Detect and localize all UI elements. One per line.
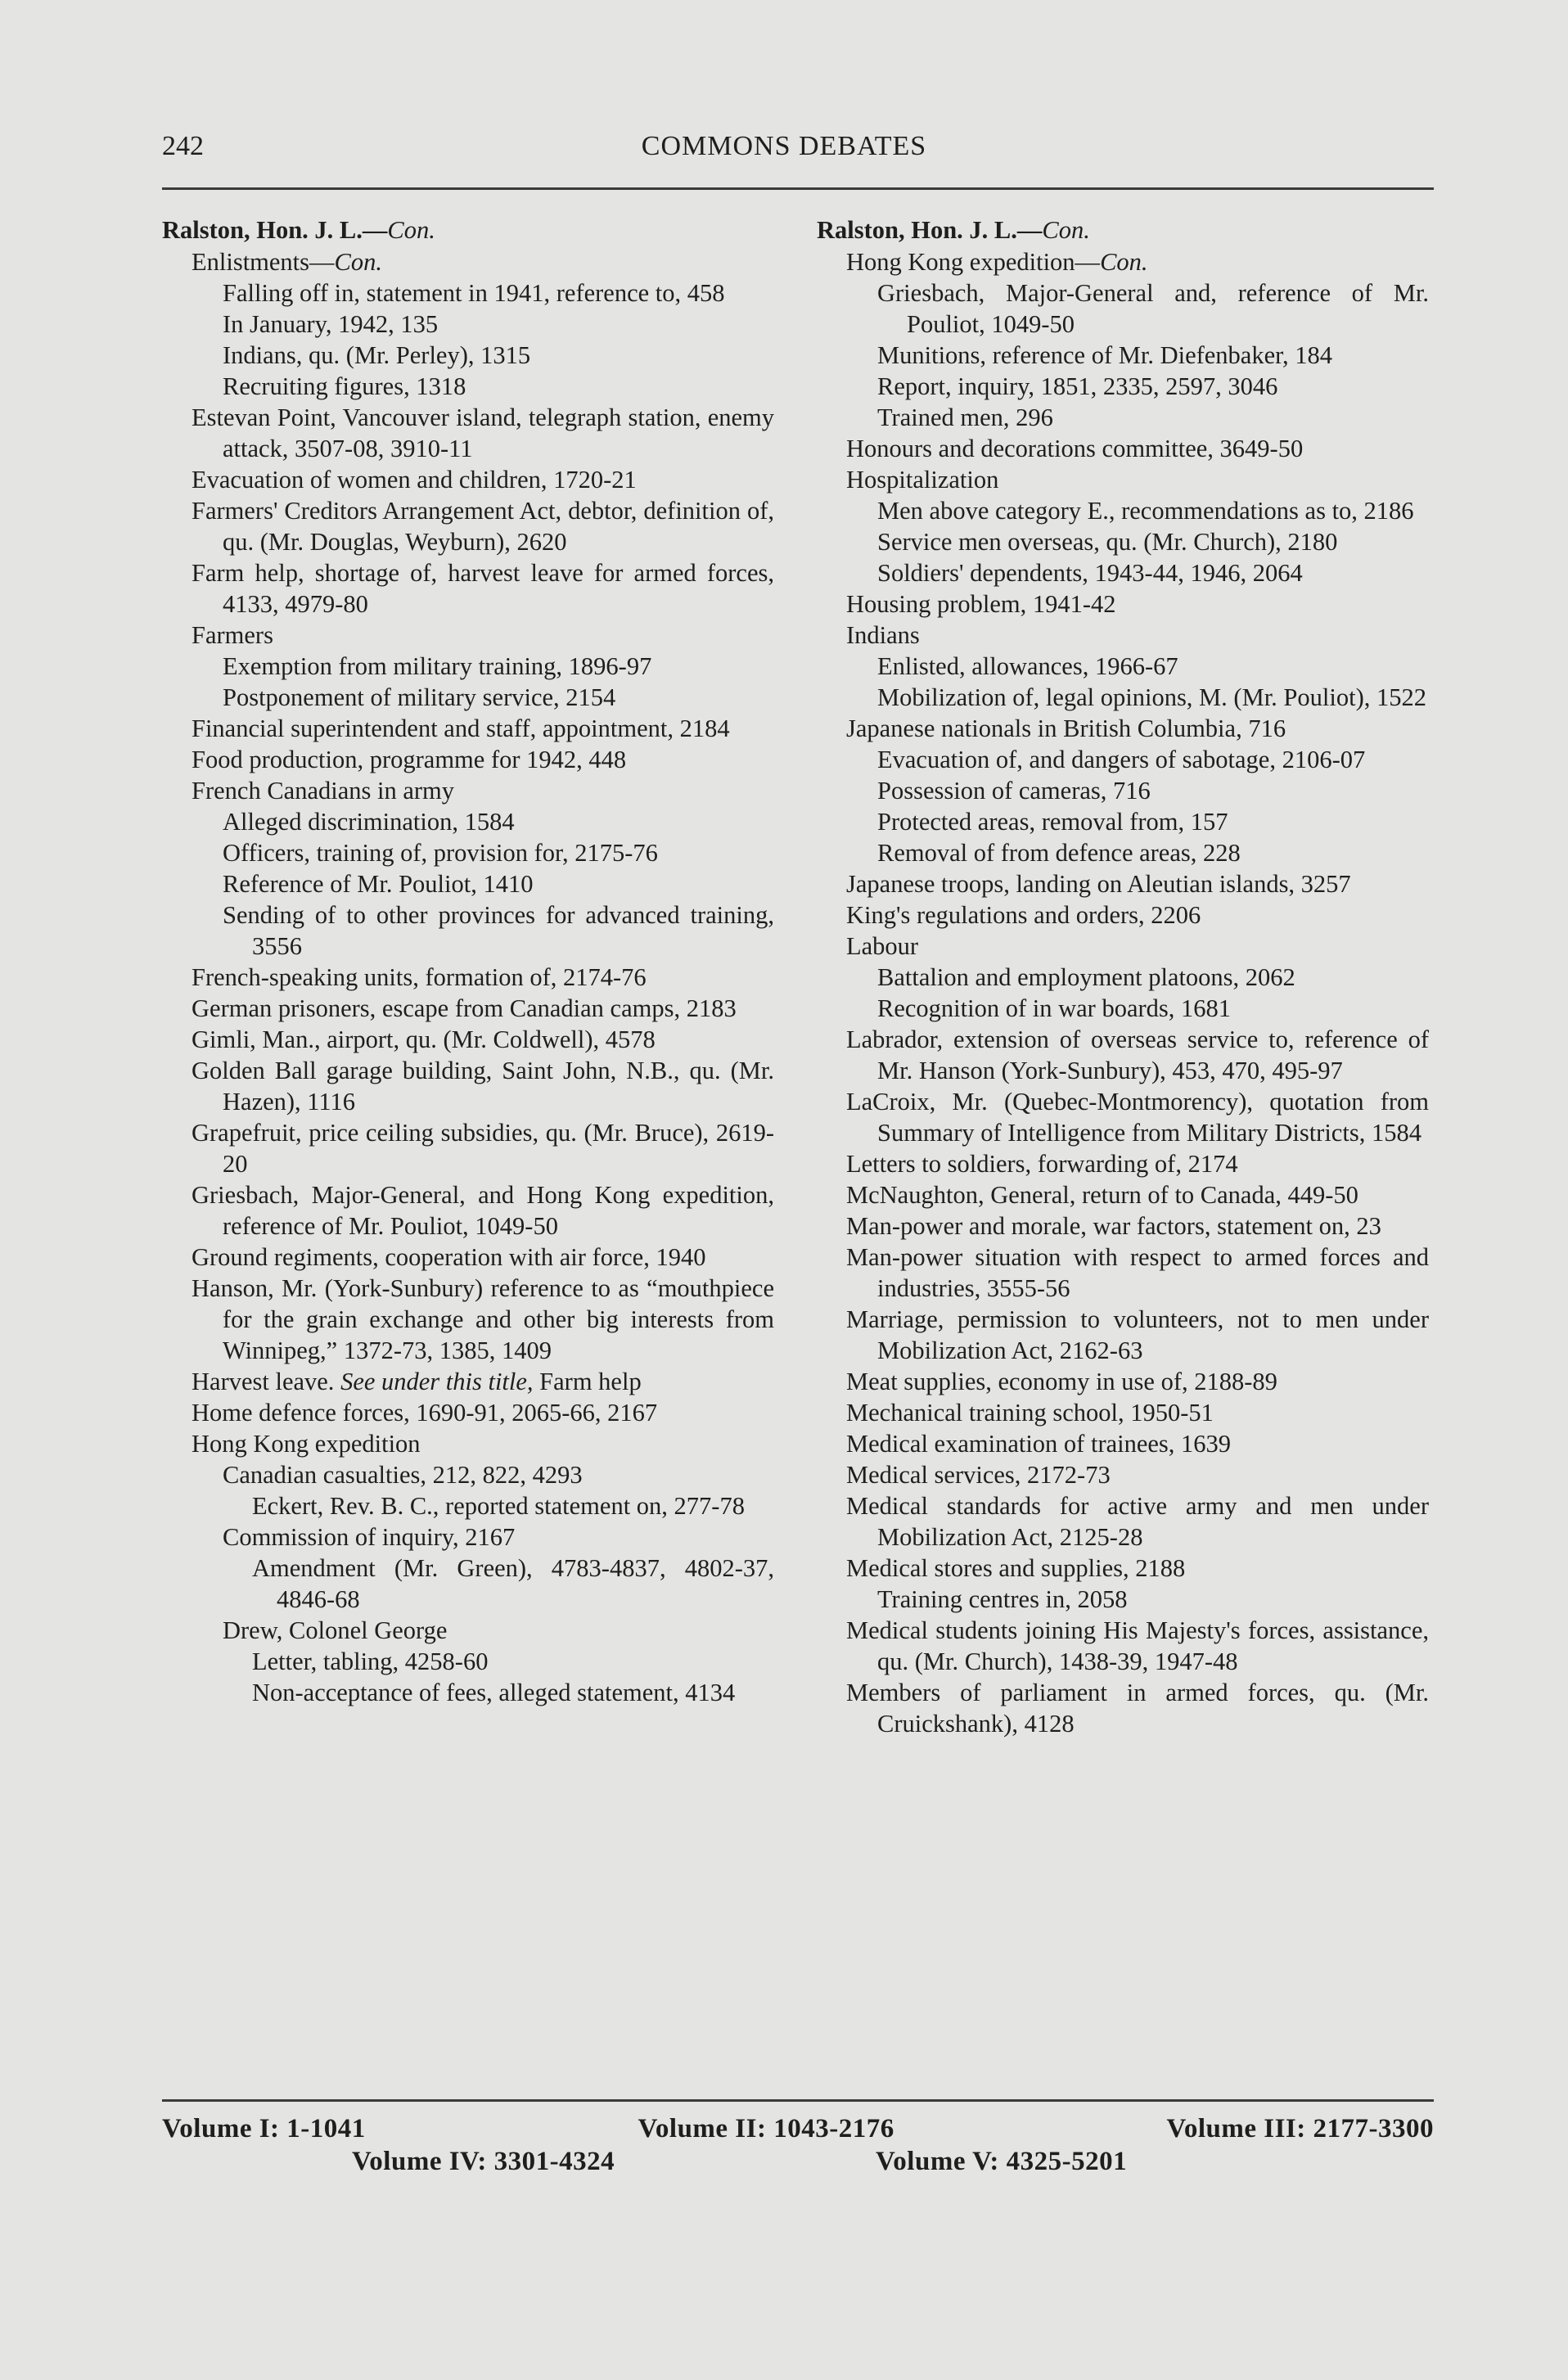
index-entry: Ground regiments, cooperation with air force, 1940 <box>191 1243 706 1271</box>
index-entry: In January, 1942, 135 <box>223 310 439 338</box>
index-entry: Evacuation of, and dangers of sabotage, 2106-07 <box>877 746 1366 773</box>
index-entry: Hospitalization <box>846 466 999 494</box>
index-entry: Enlisted, allowances, 1966-67 <box>877 652 1178 680</box>
index-entry: Meat supplies, economy in use of, 2188-89 <box>846 1368 1277 1395</box>
index-entry: Falling off in, statement in 1941, reference to, 458 <box>223 279 725 307</box>
entries-list <box>162 246 774 1708</box>
index-entry: Eckert, Rev. B. C., reported statement on, 277-78 <box>252 1492 745 1520</box>
index-entry: Farmers <box>191 621 273 649</box>
index-entry: Removal of from defence areas, 228 <box>877 839 1241 867</box>
index-entry: LaCroix, Mr. (Quebec-Montmorency), quotation from Summary of Intelligence from Military Districts, 1584 <box>846 1088 1429 1147</box>
index-entry: Soldiers' dependents, 1943-44, 1946, 2064 <box>877 559 1303 587</box>
index-entry: Possession of cameras, 716 <box>877 777 1151 805</box>
volume-1: Volume I: 1-1041 <box>162 2114 366 2143</box>
index-entry: Labrador, extension of overseas service to, reference of Mr. Hanson (York-Sunbury), 453, 470, 495-97 <box>846 1025 1429 1084</box>
index-entry: Gimli, Man., airport, qu. (Mr. Coldwell), 4578 <box>191 1025 656 1053</box>
column-heading: Ralston, Hon. J. L.—Con. <box>817 216 1090 244</box>
index-entry: Exemption from military training, 1896-97 <box>223 652 652 680</box>
index-entry: Battalion and employment platoons, 2062 <box>877 963 1295 991</box>
index-entry: Report, inquiry, 1851, 2335, 2597, 3046 <box>877 372 1278 400</box>
index-entry: Sending of to other provinces for advanced training, 3556 <box>223 901 774 960</box>
index-entry: Indians <box>846 621 920 649</box>
index-entry: Trained men, 296 <box>877 403 1053 431</box>
index-entry: Amendment (Mr. Green), 4783-4837, 4802-37, 4846-68 <box>252 1554 774 1613</box>
index-entry: Labour <box>846 932 919 960</box>
index-entry: Hong Kong expedition—Con. <box>846 248 1148 276</box>
entries-list <box>817 246 1429 1739</box>
index-entry: Medical services, 2172-73 <box>846 1461 1111 1489</box>
index-entry: Marriage, permission to volunteers, not to men under Mobilization Act, 2162-63 <box>846 1305 1429 1364</box>
index-entry: Man-power and morale, war factors, statement on, 23 <box>846 1212 1381 1240</box>
column-heading: Ralston, Hon. J. L.—Con. <box>162 216 435 244</box>
header-rule <box>162 187 1434 190</box>
index-entry: Golden Ball garage building, Saint John, N.B., qu. (Mr. Hazen), 1116 <box>191 1057 774 1116</box>
page-title: COMMONS DEBATES <box>641 131 927 161</box>
index-entry: Drew, Colonel George <box>223 1616 448 1644</box>
index-entry: Service men overseas, qu. (Mr. Church), 2180 <box>877 528 1338 556</box>
index-entry: McNaughton, General, return of to Canada, 449-50 <box>846 1181 1358 1209</box>
index-entry: Commission of inquiry, 2167 <box>223 1523 516 1551</box>
index-entry: Alleged discrimination, 1584 <box>223 808 515 836</box>
volume-5: Volume V: 4325-5201 <box>876 2147 1128 2176</box>
index-entry: Japanese nationals in British Columbia, 716 <box>846 714 1286 742</box>
index-entry: Estevan Point, Vancouver island, telegraph station, enemy attack, 3507-08, 3910-11 <box>191 403 774 462</box>
index-entry: Housing problem, 1941-42 <box>846 590 1116 618</box>
index-entry: Postponement of military service, 2154 <box>223 683 616 711</box>
index-entry: Training centres in, 2058 <box>877 1585 1128 1613</box>
index-entry: Hanson, Mr. (York-Sunbury) reference to as “mouthpiece for the grain exchange and other big interests from Winnipeg,” 1372-73, 1385, 1409 <box>191 1274 774 1364</box>
index-entry: Protected areas, removal from, 157 <box>877 808 1228 836</box>
index-entry: Men above category E., recommendations as to, 2186 <box>877 497 1414 525</box>
index-entry: Members of parliament in armed forces, qu. (Mr. Cruickshank), 4128 <box>846 1679 1429 1738</box>
index-entry: Man-power situation with respect to armed forces and industries, 3555-56 <box>846 1243 1429 1302</box>
index-entry: French Canadians in army <box>191 777 455 805</box>
index-entry: Japanese troops, landing on Aleutian islands, 3257 <box>846 870 1351 898</box>
index-entry: Financial superintendent and staff, appointment, 2184 <box>191 714 730 742</box>
index-entry: Enlistments—Con. <box>191 248 382 276</box>
index-entry: Munitions, reference of Mr. Diefenbaker, 184 <box>877 341 1333 369</box>
index-column-right <box>817 214 1429 1739</box>
index-entry: Harvest leave. See under this title, Farm help <box>191 1368 642 1395</box>
index-entry: Hong Kong expedition <box>191 1430 421 1458</box>
index-entry: Medical standards for active army and men under Mobilization Act, 2125-28 <box>846 1492 1429 1551</box>
page-number: 242 <box>162 131 204 161</box>
index-entry: King's regulations and orders, 2206 <box>846 901 1201 929</box>
index-entry: Mobilization of, legal opinions, M. (Mr. Pouliot), 1522 <box>877 683 1426 711</box>
index-entry: Farm help, shortage of, harvest leave for armed forces, 4133, 4979-80 <box>191 559 774 618</box>
index-entry: Honours and decorations committee, 3649-50 <box>846 435 1304 462</box>
index-entry: Grapefruit, price ceiling subsidies, qu. (Mr. Bruce), 2619-20 <box>191 1119 774 1178</box>
index-entry: Home defence forces, 1690-91, 2065-66, 2167 <box>191 1399 658 1427</box>
index-entry: German prisoners, escape from Canadian camps, 2183 <box>191 994 737 1022</box>
index-entry: Food production, programme for 1942, 448 <box>191 746 627 773</box>
index-entry: Evacuation of women and children, 1720-21 <box>191 466 637 494</box>
volume-4: Volume IV: 3301-4324 <box>352 2147 615 2176</box>
index-entry: Medical examination of trainees, 1639 <box>846 1430 1232 1458</box>
index-entry: Letter, tabling, 4258-60 <box>252 1648 489 1675</box>
index-entry: Indians, qu. (Mr. Perley), 1315 <box>223 341 531 369</box>
index-entry: Officers, training of, provision for, 2175-76 <box>223 839 658 867</box>
index-entry: Medical stores and supplies, 2188 <box>846 1554 1186 1582</box>
index-entry: Griesbach, Major-General and, reference of Mr. Pouliot, 1049-50 <box>877 279 1429 338</box>
index-entry: Mechanical training school, 1950-51 <box>846 1399 1214 1427</box>
index-entry: French-speaking units, formation of, 2174-76 <box>191 963 647 991</box>
volume-legend-row1 <box>162 2114 1434 2144</box>
index-entry: Griesbach, Major-General, and Hong Kong expedition, reference of Mr. Pouliot, 1049-50 <box>191 1181 774 1240</box>
index-column-left <box>162 214 774 1708</box>
volume-2: Volume II: 1043-2176 <box>638 2114 894 2143</box>
index-entry: Reference of Mr. Pouliot, 1410 <box>223 870 534 898</box>
index-entry: Medical students joining His Majesty's forces, assistance, qu. (Mr. Church), 1438-39, 1947-48 <box>846 1616 1429 1675</box>
index-entry: Recruiting figures, 1318 <box>223 372 466 400</box>
index-entry: Canadian casualties, 212, 822, 4293 <box>223 1461 583 1489</box>
index-entry: Recognition of in war boards, 1681 <box>877 994 1232 1022</box>
index-entry: Non-acceptance of fees, alleged statement, 4134 <box>252 1679 736 1706</box>
volume-3: Volume III: 2177-3300 <box>1166 2114 1434 2143</box>
index-entry: Letters to soldiers, forwarding of, 2174 <box>846 1150 1238 1178</box>
index-entry: Farmers' Creditors Arrangement Act, debtor, definition of, qu. (Mr. Douglas, Weyburn), 2620 <box>191 497 774 556</box>
footer-rule <box>162 2099 1434 2102</box>
